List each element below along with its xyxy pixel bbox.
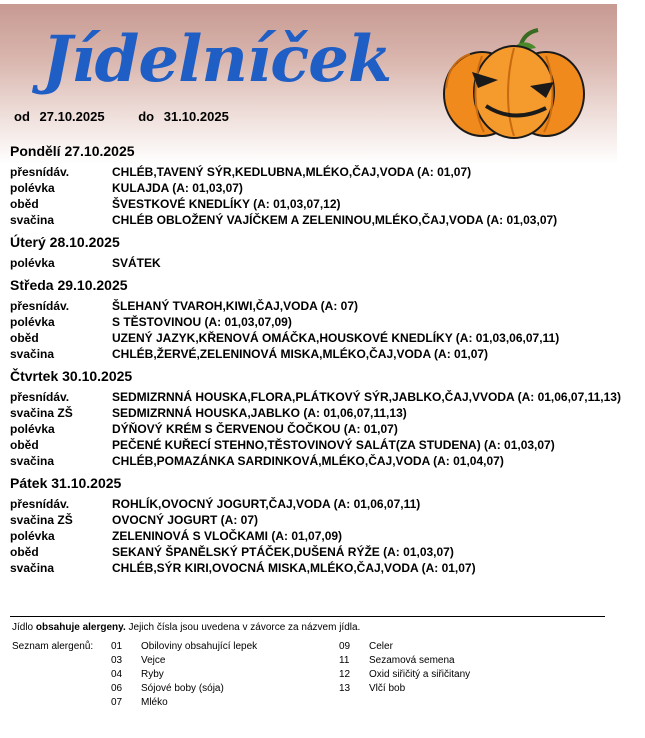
meal-text: SEKANÝ ŠPANĚLSKÝ PTÁČEK,DUŠENÁ RÝŽE (A: 01,03,07) (112, 545, 454, 559)
meal-label: polévka (10, 529, 55, 543)
meal-text: S TĚSTOVINOU (A: 01,03,07,09) (112, 315, 292, 329)
day-section (10, 141, 622, 228)
meal-label: přesnídáv. (10, 390, 70, 404)
from-date: 27.10.2025 (39, 109, 105, 124)
pumpkin-icon (442, 28, 587, 140)
meal-label: přesnídáv. (10, 299, 70, 313)
allergen-item (339, 683, 405, 694)
meal-label: polévka (10, 256, 55, 270)
allergen-name: Vlčí bob (369, 683, 406, 694)
meal-label: svačina (10, 213, 55, 227)
meal-text: SVÁTEK (112, 256, 161, 270)
day-title: Čtvrtek 30.10.2025 (10, 368, 133, 384)
allergen-code: 03 (111, 655, 123, 666)
menu-row (10, 298, 622, 314)
menu-row (10, 453, 622, 469)
menu-row (10, 330, 622, 346)
meal-text: CHLÉB,POMAZÁNKA SARDINKOVÁ,MLÉKO,ČAJ,VODA (A: 01,04,07) (112, 454, 504, 468)
allergen-item (111, 683, 224, 694)
meal-label: svačina (10, 454, 55, 468)
menu-row (10, 164, 622, 180)
menu-row (10, 212, 622, 228)
meal-label: svačina (10, 347, 55, 361)
allergen-name: Ryby (141, 669, 164, 680)
day-section (10, 275, 622, 362)
allergen-code: 11 (339, 655, 350, 666)
meal-label: polévka (10, 181, 55, 195)
meal-text: CHLÉB,SÝR KIRI,OVOCNÁ MISKA,MLÉKO,ČAJ,VODA (A: 01,07) (112, 561, 476, 575)
menu-row (10, 421, 622, 437)
allergen-name: Vejce (141, 655, 166, 666)
meal-label: přesnídáv. (10, 497, 70, 511)
meal-text: CHLÉB OBLOŽENÝ VAJÍČKEM A ZELENINOU,MLÉKO,ČAJ,VODA (A: 01,03,07) (112, 213, 558, 227)
menu-row (10, 405, 622, 421)
meal-text: SEDMIZRNNÁ HOUSKA,FLORA,PLÁTKOVÝ SÝR,JABLKO,ČAJ,VVODA (A: 01,06,07,11,13) (112, 390, 621, 404)
day-title: Středa 29.10.2025 (10, 277, 128, 293)
meal-text: ZELENINOVÁ S VLOČKAMI (A: 01,07,09) (112, 529, 343, 543)
meal-text: ROHLÍK,OVOCNÝ JOGURT,ČAJ,VODA (A: 01,06,07,11) (112, 497, 421, 511)
allergen-code: 09 (339, 641, 351, 652)
menu-row (10, 512, 622, 528)
allergen-item (111, 641, 257, 652)
to-label: do (138, 109, 155, 124)
allergen-item (111, 669, 164, 680)
meal-label: přesnídáv. (10, 165, 70, 179)
allergen-name: Oxid siřičitý a siřičitany (369, 669, 471, 680)
allergen-code: 12 (339, 669, 351, 680)
meal-text: ŠVESTKOVÉ KNEDLÍKY (A: 01,03,07,12) (112, 197, 341, 211)
day-title: Pondělí 27.10.2025 (10, 143, 135, 159)
menu-row (10, 389, 622, 405)
meal-text: PEČENÉ KUŘECÍ STEHNO,TĚSTOVINOVÝ SALÁT(ZA STUDENA) (A: 01,03,07) (112, 438, 555, 452)
allergen-name: Celer (369, 641, 393, 652)
allergen-code: 01 (111, 641, 123, 652)
menu-row (10, 560, 622, 576)
menu-row (10, 196, 622, 212)
meal-label: oběd (10, 197, 39, 211)
meal-label: svačina ZŠ (10, 406, 73, 420)
date-range (14, 109, 235, 124)
meal-label: oběd (10, 331, 39, 345)
allergen-item (339, 669, 470, 680)
meal-label: svačina (10, 561, 55, 575)
menu-row (10, 544, 622, 560)
allergen-name: Sezamová semena (369, 655, 455, 666)
meal-text: DÝŇOVÝ KRÉM S ČERVENOU ČOČKOU (A: 01,07) (112, 422, 398, 436)
weekly-menu (10, 141, 622, 580)
meal-text: SEDMIZRNNÁ HOUSKA,JABLKO (A: 01,06,07,11,13) (112, 406, 407, 420)
page-title: Jídelníček (42, 22, 392, 97)
allergen-code: 13 (339, 683, 351, 694)
meal-text: CHLÉB,TAVENÝ SÝR,KEDLUBNA,MLÉKO,ČAJ,VODA (A: 01,07) (112, 165, 472, 179)
allergen-code: 04 (111, 669, 123, 680)
meal-label: polévka (10, 315, 55, 329)
meal-text: ŠLEHANÝ TVAROH,KIWI,ČAJ,VODA (A: 07) (112, 299, 359, 313)
menu-row (10, 437, 622, 453)
day-title: Pátek 31.10.2025 (10, 475, 122, 491)
menu-row (10, 255, 622, 271)
allergen-heading: Seznam alergenů: (12, 641, 94, 652)
day-section (10, 473, 622, 576)
divider (10, 616, 605, 617)
day-title: Úterý 28.10.2025 (10, 234, 120, 250)
meal-label: oběd (10, 438, 39, 452)
from-label: od (14, 109, 30, 124)
day-section (10, 366, 622, 469)
to-date: 31.10.2025 (163, 109, 229, 124)
menu-row (10, 346, 622, 362)
day-section (10, 232, 622, 271)
menu-row (10, 180, 622, 196)
allergen-name: Mléko (141, 697, 168, 708)
meal-label: polévka (10, 422, 55, 436)
meal-label: oběd (10, 545, 39, 559)
allergen-item (339, 655, 455, 666)
menu-row (10, 496, 622, 512)
allergen-note: Jídlo obsahuje alergeny. Jejich čísla jsou uvedena v závorce za názvem jídla. (12, 622, 361, 633)
meal-text: KULAJDA (A: 01,03,07) (112, 181, 243, 195)
meal-label: svačina ZŠ (10, 513, 73, 527)
meal-text: OVOCNÝ JOGURT (A: 07) (112, 513, 259, 527)
allergen-name: Sójové boby (sója) (141, 683, 224, 694)
allergen-code: 07 (111, 697, 123, 708)
menu-row (10, 528, 622, 544)
allergen-name: Obiloviny obsahující lepek (141, 641, 258, 652)
allergen-code: 06 (111, 683, 123, 694)
menu-row (10, 314, 622, 330)
allergen-item (339, 641, 393, 652)
meal-text: UZENÝ JAZYK,KŘENOVÁ OMÁČKA,HOUSKOVÉ KNEDLÍKY (A: 01,03,06,07,11) (112, 331, 560, 345)
meal-text: CHLÉB,ŽERVÉ,ZELENINOVÁ MISKA,MLÉKO,ČAJ,VODA (A: 01,07) (112, 347, 489, 361)
allergen-item (111, 697, 168, 708)
allergen-item (111, 655, 165, 666)
